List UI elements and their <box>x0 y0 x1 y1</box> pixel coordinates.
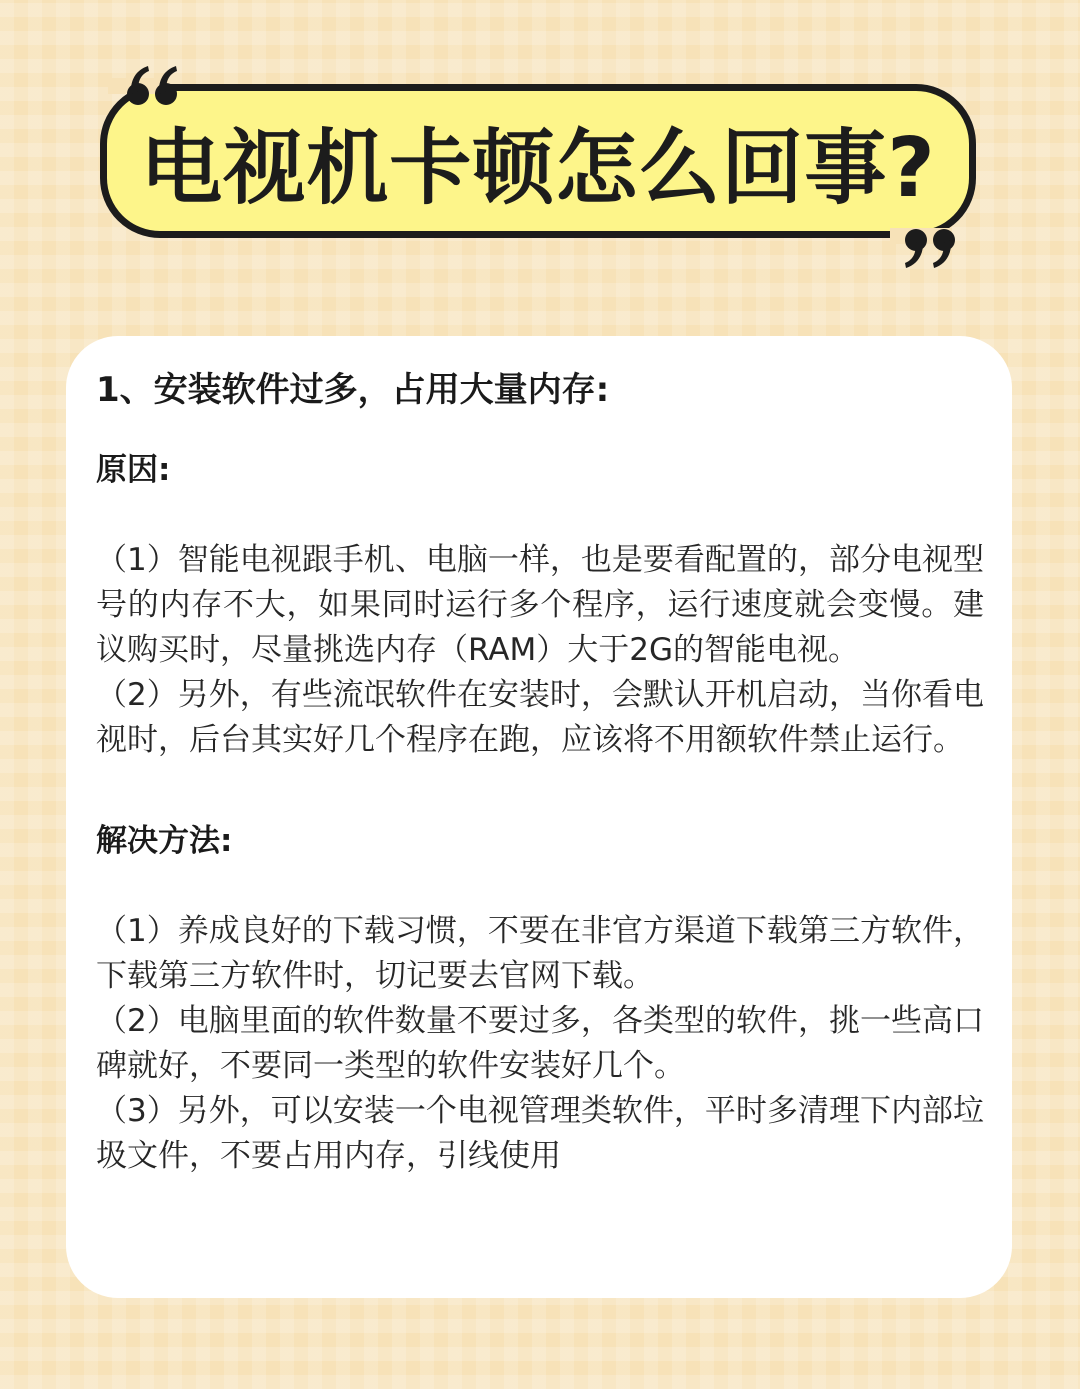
open-quote-icon <box>122 58 186 114</box>
content-card <box>66 336 1012 1298</box>
cause-item: （1）智能电视跟手机、电脑一样，也是要看配置的，部分电视型号的内存不大，如果同时运行多个程序，运行速度就会变慢。建议购买时，尽量挑选内存（RAM）大于2G的智能电视。 <box>96 542 984 668</box>
cause-item: （2）另外，有些流氓软件在安装时，会默认开机启动，当你看电视时，后台其实好几个程序在跑，应该将不用额软件禁止运行。 <box>96 677 984 758</box>
title-banner <box>100 84 976 238</box>
solution-item: （3）另外，可以安装一个电视管理类软件，平时多清理下内部垃圾文件，不要占用内存，引线使用 <box>96 1093 984 1174</box>
close-quote-icon <box>898 222 962 278</box>
page-title: 电视机卡顿怎么回事? <box>140 120 936 216</box>
solution-heading: 解决方法: <box>96 823 233 859</box>
solution-item: （2）电脑里面的软件数量不要过多，各类型的软件，挑一些高口碑就好，不要同一类型的软件安装好几个。 <box>96 1003 984 1084</box>
solution-item: （1）养成良好的下载习惯，不要在非官方渠道下载第三方软件，下载第三方软件时，切记要去官网下载。 <box>96 913 984 994</box>
cause-heading: 原因: <box>96 452 171 488</box>
section-title: 1、安装软件过多，占用大量内存: <box>96 370 610 410</box>
